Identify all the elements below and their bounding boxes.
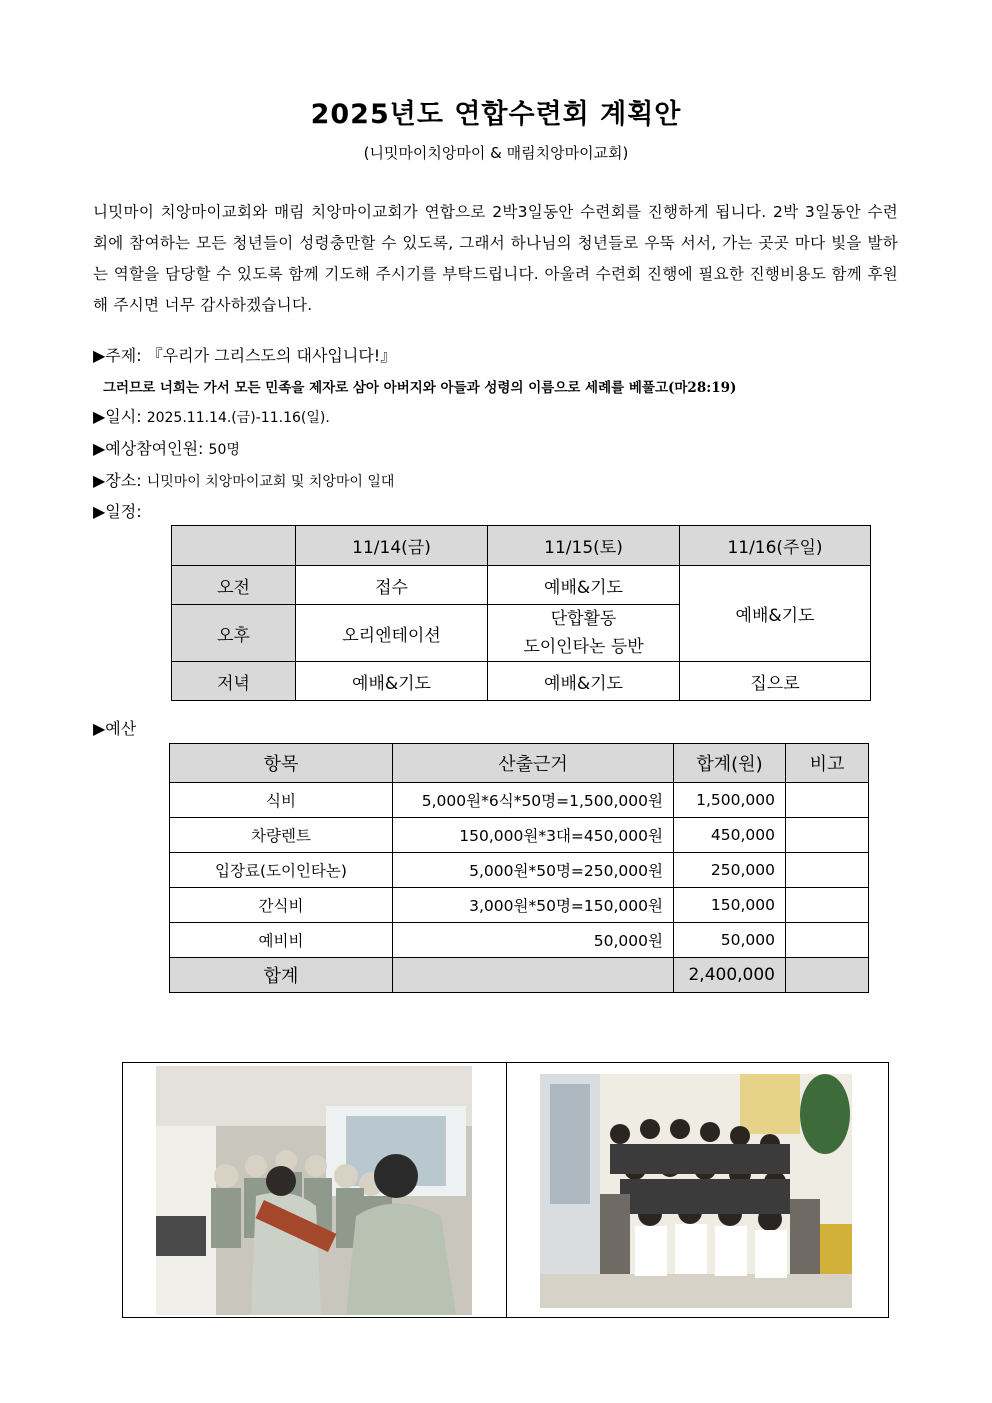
intro-paragraph: 니밋마이 치앙마이교회와 매림 치앙마이교회가 연합으로 2박3일동안 수련회를 진행하게 됩니다. 2박 3일동안 수련회에 참여하는 모든 청년들이 성령충만할 수 있도록, 그래서 하나님의 청년들로 우뚝 서서, 가는 곳곳 마다 빛을 발하는 역할을 담당할 수 있도록 함께 기도해 주시기를 부탁드립니다. 아울려 수련회 진행에 필요한 진행비용도 함께 후원해 주시면 너무 감사하겠습니다. <box>93 203 898 314</box>
budget-row <box>170 853 869 888</box>
photo-divider <box>506 1063 507 1317</box>
schedule-cell: 예배&기도 <box>296 662 488 701</box>
schedule-corner-cell <box>172 526 296 566</box>
schedule-cell: 오리엔테이션 <box>296 605 488 662</box>
schedule-cell-line: 단합활동 <box>550 609 617 629</box>
budget-note <box>786 888 869 923</box>
budget-total-label: 합계 <box>170 958 393 993</box>
budget-basis: 5,000원*50명=250,000원 <box>393 853 674 888</box>
budget-note <box>786 818 869 853</box>
budget-total: 150,000 <box>674 888 786 923</box>
schedule-cell: 집으로 <box>680 662 871 701</box>
budget-table <box>169 743 869 993</box>
people-label: ▶예상참여인원: <box>93 439 204 458</box>
schedule-row-label: 오전 <box>172 566 296 605</box>
budget-total-row <box>170 958 869 993</box>
budget-item: 식비 <box>170 783 393 818</box>
photo-frame <box>122 1062 889 1318</box>
budget-header: 합계(원) <box>674 744 786 783</box>
date-value: 2025.11.14.(금)-11.16(일). <box>146 410 330 426</box>
budget-item: 입장료(도이인타논) <box>170 853 393 888</box>
budget-basis: 150,000원*3대=450,000원 <box>393 818 674 853</box>
theme-label: ▶주제: <box>93 346 142 365</box>
budget-basis: 50,000원 <box>393 923 674 958</box>
schedule-cell: 예배&기도 <box>488 566 680 605</box>
budget-note <box>786 923 869 958</box>
theme-line <box>93 343 396 366</box>
schedule-day-header: 11/16(주일) <box>680 526 871 566</box>
schedule-table <box>171 525 871 701</box>
document-subtitle: (니밋마이치앙마이 & 매림치앙마이교회) <box>363 144 629 162</box>
budget-total: 450,000 <box>674 818 786 853</box>
worship-band-photo <box>156 1066 472 1315</box>
budget-header: 항목 <box>170 744 393 783</box>
budget-basis: 5,000원*6식*50명=1,500,000원 <box>393 783 674 818</box>
schedule-cell: 예배&기도 <box>680 566 871 662</box>
budget-total-note <box>786 958 869 993</box>
schedule-cell: 접수 <box>296 566 488 605</box>
budget-row <box>170 888 869 923</box>
budget-header: 비고 <box>786 744 869 783</box>
people-value: 50명 <box>208 442 240 458</box>
budget-total: 250,000 <box>674 853 786 888</box>
schedule-label: ▶일정: <box>93 502 142 521</box>
budget-label: ▶예산 <box>93 719 137 738</box>
budget-row <box>170 783 869 818</box>
group-photo <box>540 1074 852 1308</box>
budget-total: 1,500,000 <box>674 783 786 818</box>
schedule-row-label: 저녁 <box>172 662 296 701</box>
schedule-cell-line: 도이인타논 등반 <box>523 637 644 657</box>
budget-note <box>786 783 869 818</box>
people-line <box>93 436 240 459</box>
budget-note <box>786 853 869 888</box>
place-value: 니밋마이 치앙마이교회 및 치앙마이 일대 <box>146 474 395 490</box>
theme-value: 『우리가 그리스도의 대사입니다!』 <box>146 346 397 365</box>
schedule-row-label: 오후 <box>172 605 296 662</box>
budget-row <box>170 923 869 958</box>
budget-item: 예비비 <box>170 923 393 958</box>
date-label: ▶일시: <box>93 407 142 426</box>
bible-verse: 그러므로 너희는 가서 모든 민족을 제자로 삼아 아버지와 아들과 성령의 이름으로 세례를 베풀고(마28:19) <box>103 380 737 396</box>
budget-row <box>170 818 869 853</box>
place-label: ▶장소: <box>93 471 142 490</box>
budget-total: 50,000 <box>674 923 786 958</box>
budget-item: 간식비 <box>170 888 393 923</box>
budget-item: 차량렌트 <box>170 818 393 853</box>
budget-basis: 3,000원*50명=150,000원 <box>393 888 674 923</box>
place-line <box>93 468 394 491</box>
budget-total-basis <box>393 958 674 993</box>
schedule-cell <box>488 605 680 662</box>
document-title: 2025년도 연합수련회 계획안 <box>310 99 682 130</box>
budget-grand-total: 2,400,000 <box>674 958 786 993</box>
schedule-cell: 예배&기도 <box>488 662 680 701</box>
schedule-day-header: 11/14(금) <box>296 526 488 566</box>
schedule-day-header: 11/15(토) <box>488 526 680 566</box>
date-line <box>93 404 330 427</box>
budget-header: 산출근거 <box>393 744 674 783</box>
